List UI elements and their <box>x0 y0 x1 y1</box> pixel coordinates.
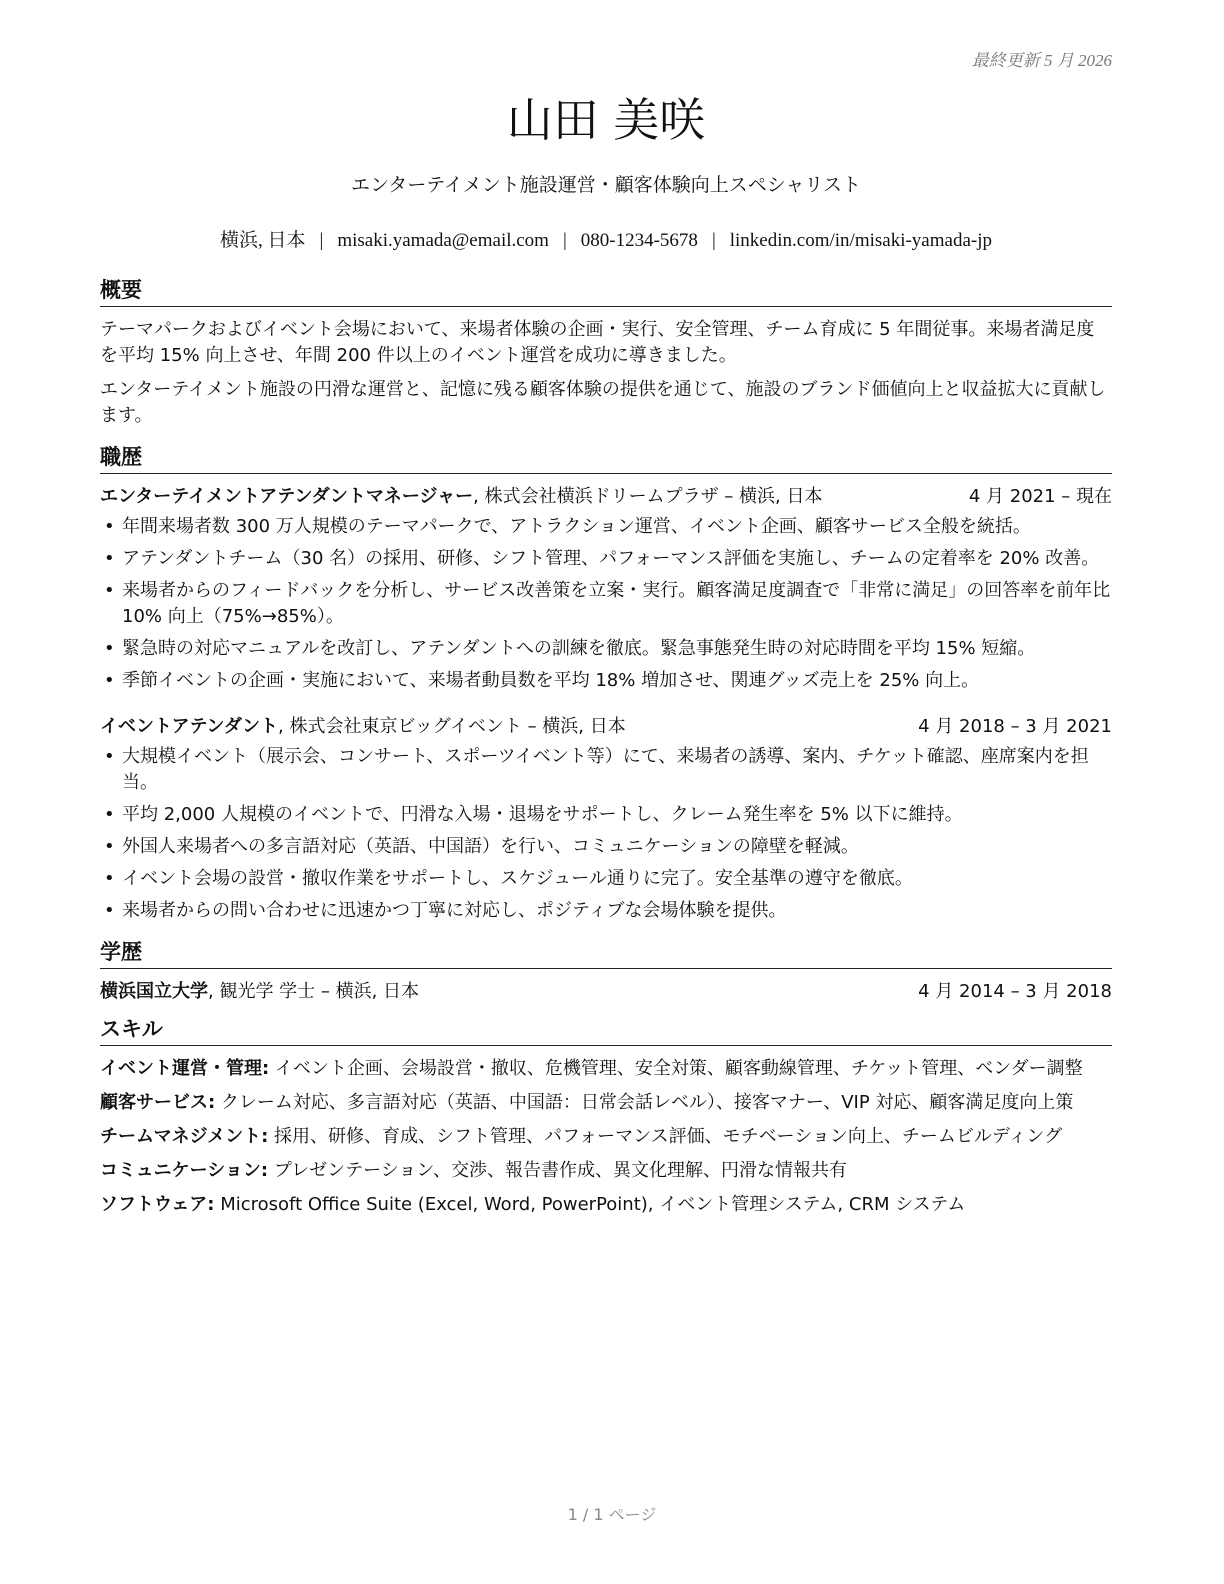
skill-value: Microsoft Office Suite (Excel, Word, PowerPoint), イベント管理システム, CRM システム <box>214 1194 966 1215</box>
contact-linkedin[interactable]: linkedin.com/in/misaki-yamada-jp <box>729 230 992 251</box>
job-bullets <box>100 744 1112 924</box>
list-item: • アテンダントチーム（30 名）の採用、研修、シフト管理、パフォーマンス評価を実施し、チームの定着率を 20% 改善。 <box>100 546 1112 572</box>
education-detail: , 観光学 学士 – 横浜, 日本 <box>208 981 420 1002</box>
skill-value: プレゼンテーション、交渉、報告書作成、異文化理解、円滑な情報共有 <box>268 1160 847 1181</box>
resume-content <box>100 276 1112 1226</box>
job-dates: 4 月 2021 – 現在 <box>968 486 1112 507</box>
contact-separator: | <box>319 230 324 251</box>
section-title-experience: 職歴 <box>100 443 1112 474</box>
list-item: • 来場者からのフィードバックを分析し、サービス改善策を立案・実行。顧客満足度調査で「非常に満足」の回答率を前年比 10% 向上（75%→85%）。 <box>100 578 1112 630</box>
section-title-education: 学歴 <box>100 938 1112 969</box>
list-item: • 緊急時の対応マニュアルを改訂し、アテンダントへの訓練を徹底。緊急事態発生時の対応時間を平均 15% 短縮。 <box>100 636 1112 662</box>
education-entry <box>100 979 1112 1005</box>
job-role: エンターテイメントアテンダントマネージャー <box>100 486 474 507</box>
candidate-name: 山田 美咲 <box>506 93 706 147</box>
skill-row <box>100 1158 1112 1184</box>
skill-label: 顧客サービス: <box>100 1092 216 1113</box>
skill-row <box>100 1124 1112 1150</box>
job-title-line <box>100 484 822 510</box>
skill-row <box>100 1192 1112 1218</box>
list-item: • 季節イベントの企画・実施において、来場者動員数を平均 18% 増加させ、関連グッズ売上を 25% 向上。 <box>100 668 1112 694</box>
skill-label: イベント運営・管理: <box>100 1058 270 1079</box>
job-header <box>100 714 1112 740</box>
summary-section <box>100 276 1112 429</box>
job-org: , 株式会社横浜ドリームプラザ – 横浜, 日本 <box>473 486 823 507</box>
tagline: エンターテイメント施設運営・顧客体験向上スペシャリスト <box>351 174 861 196</box>
contact-phone: 080-1234-5678 <box>580 230 698 251</box>
list-item: • 外国人来場者への多言語対応（英語、中国語）を行い、コミュニケーションの障壁を軽減。 <box>100 834 1112 860</box>
job-org: , 株式会社東京ビッグイベント – 横浜, 日本 <box>278 716 626 737</box>
list-item: • 大規模イベント（展示会、コンサート、スポーツイベント等）にて、来場者の誘導、案内、チケット確認、座席案内を担当。 <box>100 744 1112 796</box>
job-role: イベントアテンダント <box>100 716 279 737</box>
education-section <box>100 938 1112 1005</box>
contact-email[interactable]: misaki.yamada@email.com <box>337 230 549 251</box>
list-item: • 来場者からの問い合わせに迅速かつ丁寧に対応し、ポジティブな会場体験を提供。 <box>100 898 1112 924</box>
contact-location: 横浜, 日本 <box>219 230 306 251</box>
contact-separator: | <box>711 230 716 251</box>
skill-value: 採用、研修、育成、シフト管理、パフォーマンス評価、モチベーション向上、チームビルディング <box>268 1126 1063 1147</box>
list-item: • 年間来場者数 300 万人規模のテーマパークで、アトラクション運営、イベント企画、顧客サービス全般を統括。 <box>100 514 1112 540</box>
experience-section <box>100 443 1112 924</box>
job-header <box>100 484 1112 510</box>
job-dates: 4 月 2018 – 3 月 2021 <box>918 716 1112 737</box>
skill-row <box>100 1090 1112 1116</box>
page-number: 1 / 1 ページ <box>567 1505 657 1524</box>
skill-value: クレーム対応、多言語対応（英語、中国語：日常会話レベル）、接客マナー、VIP 対応、顧客満足度向上策 <box>215 1092 1074 1113</box>
contact-line <box>100 225 1112 252</box>
job-bullets <box>100 514 1112 694</box>
summary-paragraph: テーマパークおよびイベント会場において、来場者体験の企画・実行、安全管理、チーム育成に 5 年間従事。来場者満足度を平均 15% 向上させ、年間 200 件以上のイベント運営を成功に導きました。 <box>100 319 1095 366</box>
job-title-line <box>100 714 626 740</box>
skill-label: コミュニケーション: <box>100 1160 269 1181</box>
section-title-skills: スキル <box>100 1015 1112 1046</box>
contact-separator: | <box>562 230 567 251</box>
skill-row <box>100 1056 1112 1082</box>
skill-value: イベント企画、会場設営・撤収、危機管理、安全対策、顧客動線管理、チケット管理、ベンダー調整 <box>269 1058 1083 1079</box>
skill-label: ソフトウェア: <box>100 1194 215 1215</box>
skill-label: チームマネジメント: <box>100 1126 269 1147</box>
summary-paragraph: エンターテイメント施設の円滑な運営と、記憶に残る顧客体験の提供を通じて、施設のブランド価値向上と収益拡大に貢献します。 <box>100 379 1106 426</box>
section-title-summary: 概要 <box>100 276 1112 307</box>
education-line <box>100 979 419 1005</box>
skills-section <box>100 1015 1112 1218</box>
job-entry <box>100 714 1112 924</box>
list-item: • イベント会場の設営・撤収作業をサポートし、スケジュール通りに完了。安全基準の遵守を徹底。 <box>100 866 1112 892</box>
education-dates: 4 月 2014 – 3 月 2018 <box>918 981 1112 1002</box>
education-school: 横浜国立大学 <box>100 981 208 1002</box>
last-updated: 最終更新 5 月 2026 <box>971 51 1112 70</box>
list-item: • 平均 2,000 人規模のイベントで、円滑な入場・退場をサポートし、クレーム発生率を 5% 以下に維持。 <box>100 802 1112 828</box>
job-entry <box>100 484 1112 694</box>
